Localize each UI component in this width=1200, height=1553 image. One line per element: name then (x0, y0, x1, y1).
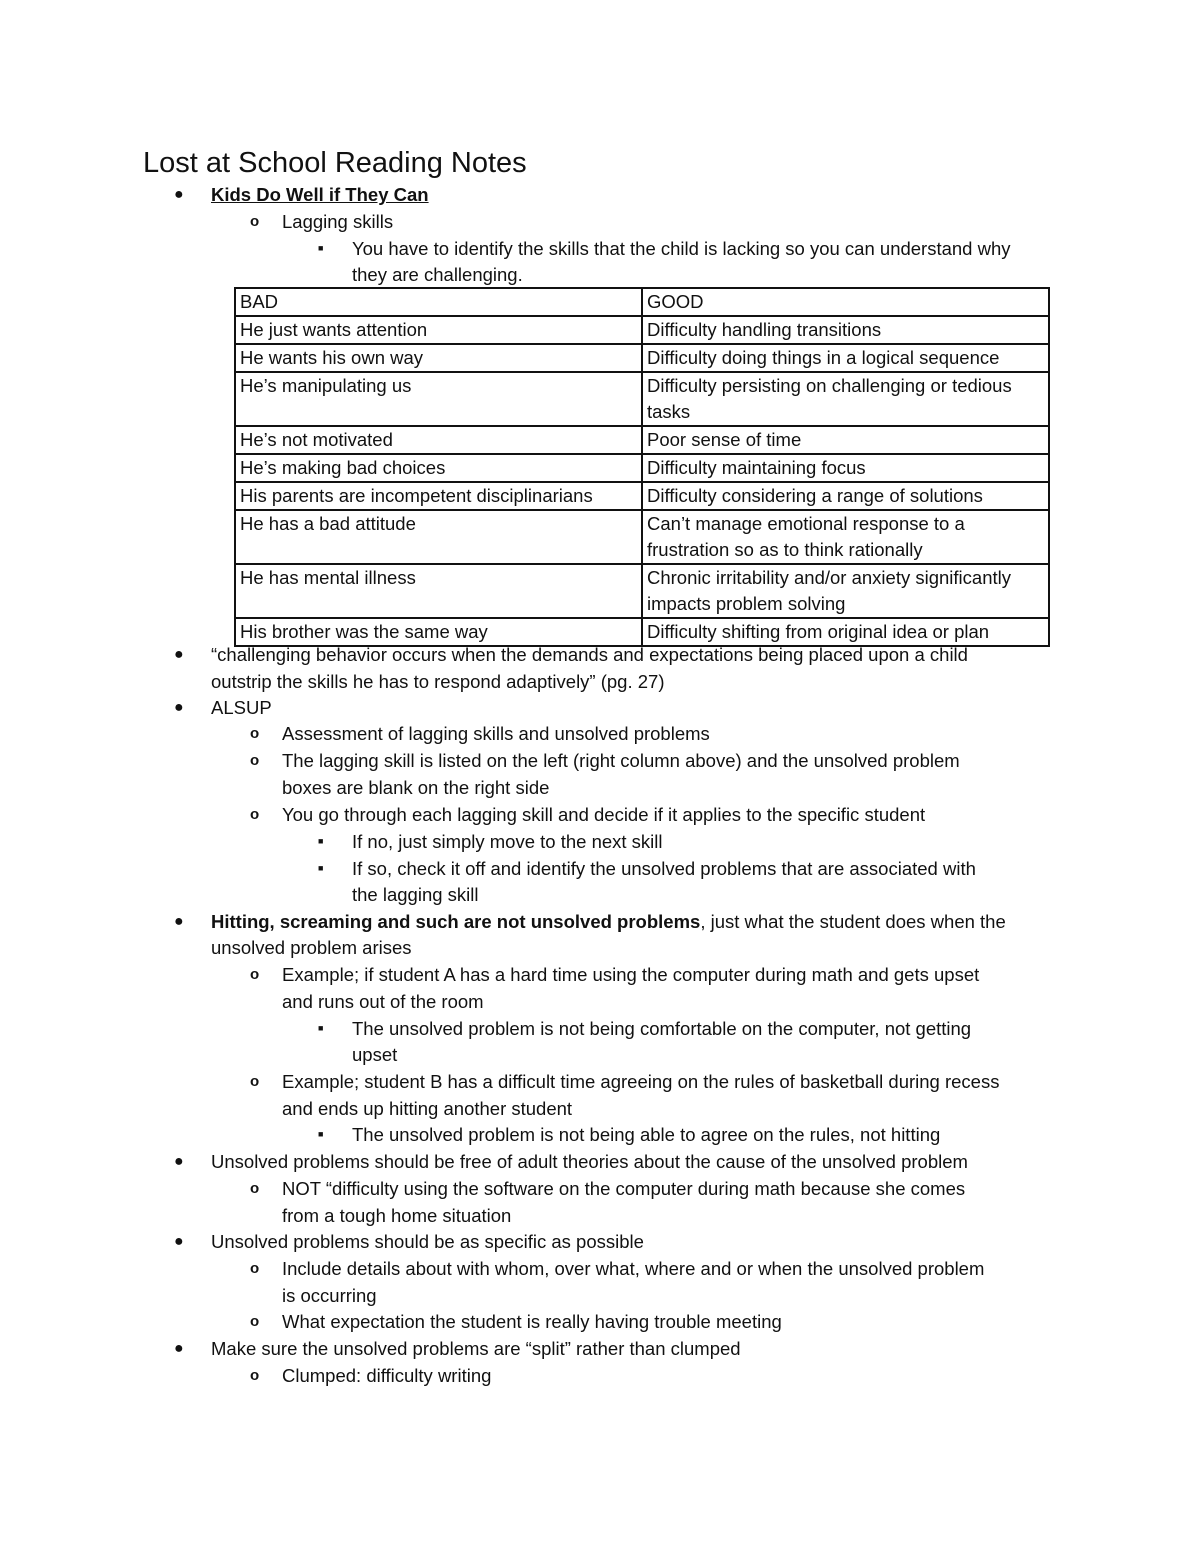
specific-heading: Unsolved problems should be as specific as possible (211, 1231, 644, 1252)
table-row (235, 316, 1049, 344)
table-cell-good: Difficulty maintaining focus (642, 454, 1049, 482)
alsup-item3-sub2-line2: the lagging skill (352, 884, 479, 905)
table-cell-good: Difficulty persisting on challenging or tedious tasks (642, 372, 1049, 426)
table-cell-bad: He’s making bad choices (235, 454, 642, 482)
list-item-detail-line2: they are challenging. (352, 264, 523, 285)
example1-line2: and runs out of the room (282, 991, 484, 1012)
sub-bullet-icon: o (250, 966, 260, 983)
table-cell-good: Difficulty considering a range of solutions (642, 482, 1049, 510)
hitting-line1 (211, 908, 1006, 935)
alsup-item3-sub1: If no, just simply move to the next skill (352, 831, 663, 852)
theories-item-line2: from a tough home situation (282, 1205, 512, 1226)
alsup-item2-line2: boxes are blank on the right side (282, 777, 550, 798)
table-cell-bad: His parents are incompetent disciplinarians (235, 482, 642, 510)
bullet-icon: ● (174, 186, 184, 203)
square-bullet-icon: ■ (318, 863, 324, 873)
sub-bullet-icon: o (250, 1073, 260, 1090)
theories-heading: Unsolved problems should be free of adult theories about the cause of the unsolved problem (211, 1151, 968, 1172)
table-cell-bad: He wants his own way (235, 344, 642, 372)
table-cell-bad: He has mental illness (235, 564, 642, 618)
table-row (235, 454, 1049, 482)
section-heading-kids-do-well: Kids Do Well if They Can (211, 184, 429, 205)
square-bullet-icon: ■ (318, 836, 324, 846)
example2-sub: The unsolved problem is not being able to agree on the rules, not hitting (352, 1124, 941, 1145)
table-row (235, 426, 1049, 454)
bullet-icon: ● (174, 913, 184, 930)
square-bullet-icon: ■ (318, 243, 324, 253)
alsup-item1: Assessment of lagging skills and unsolved problems (282, 723, 710, 744)
table-cell-good: Difficulty handling transitions (642, 316, 1049, 344)
split-heading: Make sure the unsolved problems are “split” rather than clumped (211, 1338, 741, 1359)
table-row (235, 482, 1049, 510)
alsup-heading: ALSUP (211, 697, 272, 718)
document-title: Lost at School Reading Notes (143, 147, 527, 179)
table-cell-bad: His brother was the same way (235, 618, 642, 646)
table-cell-good: Poor sense of time (642, 426, 1049, 454)
square-bullet-icon: ■ (318, 1129, 324, 1139)
sub-bullet-icon: o (250, 1260, 260, 1277)
split-item1: Clumped: difficulty writing (282, 1365, 492, 1386)
sub-bullet-icon: o (250, 725, 260, 742)
table-row (235, 344, 1049, 372)
table-cell-bad: He’s manipulating us (235, 372, 642, 426)
example2-line2: and ends up hitting another student (282, 1098, 573, 1119)
table-header-good: GOOD (642, 288, 1049, 316)
hitting-rest-text: , just what the student does when the (700, 911, 1006, 932)
hitting-line2: unsolved problem arises (211, 937, 412, 958)
quote-line2: outstrip the skills he has to respond adaptively” (pg. 27) (211, 671, 665, 692)
bullet-icon: ● (174, 1340, 184, 1357)
bad-good-table (234, 287, 1050, 647)
example1-sub-line2: upset (352, 1044, 398, 1065)
specific-item2: What expectation the student is really having trouble meeting (282, 1311, 782, 1332)
alsup-item2-line1: The lagging skill is listed on the left (right column above) and the unsolved problem (282, 750, 960, 771)
sub-bullet-icon: o (250, 752, 260, 769)
example2-line1: Example; student B has a difficult time agreeing on the rules of basketball during recess (282, 1071, 1000, 1092)
table-cell-good: Difficulty doing things in a logical sequence (642, 344, 1049, 372)
quote-line1: “challenging behavior occurs when the demands and expectations being placed upon a child (211, 644, 968, 665)
theories-item-line1: NOT “difficulty using the software on the computer during math because she comes (282, 1178, 966, 1199)
sub-bullet-icon: o (250, 1313, 260, 1330)
sub-bullet-icon: o (250, 1367, 260, 1384)
table-cell-bad: He just wants attention (235, 316, 642, 344)
table-cell-bad: He’s not motivated (235, 426, 642, 454)
square-bullet-icon: ■ (318, 1023, 324, 1033)
sub-bullet-icon: o (250, 1180, 260, 1197)
bullet-icon: ● (174, 646, 184, 663)
bullet-icon: ● (174, 699, 184, 716)
table-cell-bad: He has a bad attitude (235, 510, 642, 564)
sub-bullet-icon: o (250, 806, 260, 823)
hitting-bold-text: Hitting, screaming and such are not unsolved problems (211, 911, 701, 932)
table-row (235, 510, 1049, 564)
specific-item1-line2: is occurring (282, 1285, 377, 1306)
alsup-item3: You go through each lagging skill and decide if it applies to the specific student (282, 804, 926, 825)
list-item-lagging-skills: Lagging skills (282, 211, 394, 232)
list-item-detail-line1: You have to identify the skills that the child is lacking so you can understand why (352, 238, 1011, 259)
table-row (235, 372, 1049, 426)
bullet-icon: ● (174, 1153, 184, 1170)
example1-sub-line1: The unsolved problem is not being comfortable on the computer, not getting (352, 1018, 972, 1039)
table-header-row (235, 288, 1049, 316)
table-cell-good: Difficulty shifting from original idea or plan (642, 618, 1049, 646)
table-cell-good: Chronic irritability and/or anxiety significantly impacts problem solving (642, 564, 1049, 618)
bullet-icon: ● (174, 1233, 184, 1250)
sub-bullet-icon: o (250, 213, 260, 230)
example1-line1: Example; if student A has a hard time using the computer during math and gets upset (282, 964, 980, 985)
table-cell-good: Can’t manage emotional response to a frustration so as to think rationally (642, 510, 1049, 564)
table-header-bad: BAD (235, 288, 642, 316)
table-row (235, 564, 1049, 618)
alsup-item3-sub2-line1: If so, check it off and identify the unsolved problems that are associated with (352, 858, 976, 879)
specific-item1-line1: Include details about with whom, over what, where and or when the unsolved problem (282, 1258, 985, 1279)
